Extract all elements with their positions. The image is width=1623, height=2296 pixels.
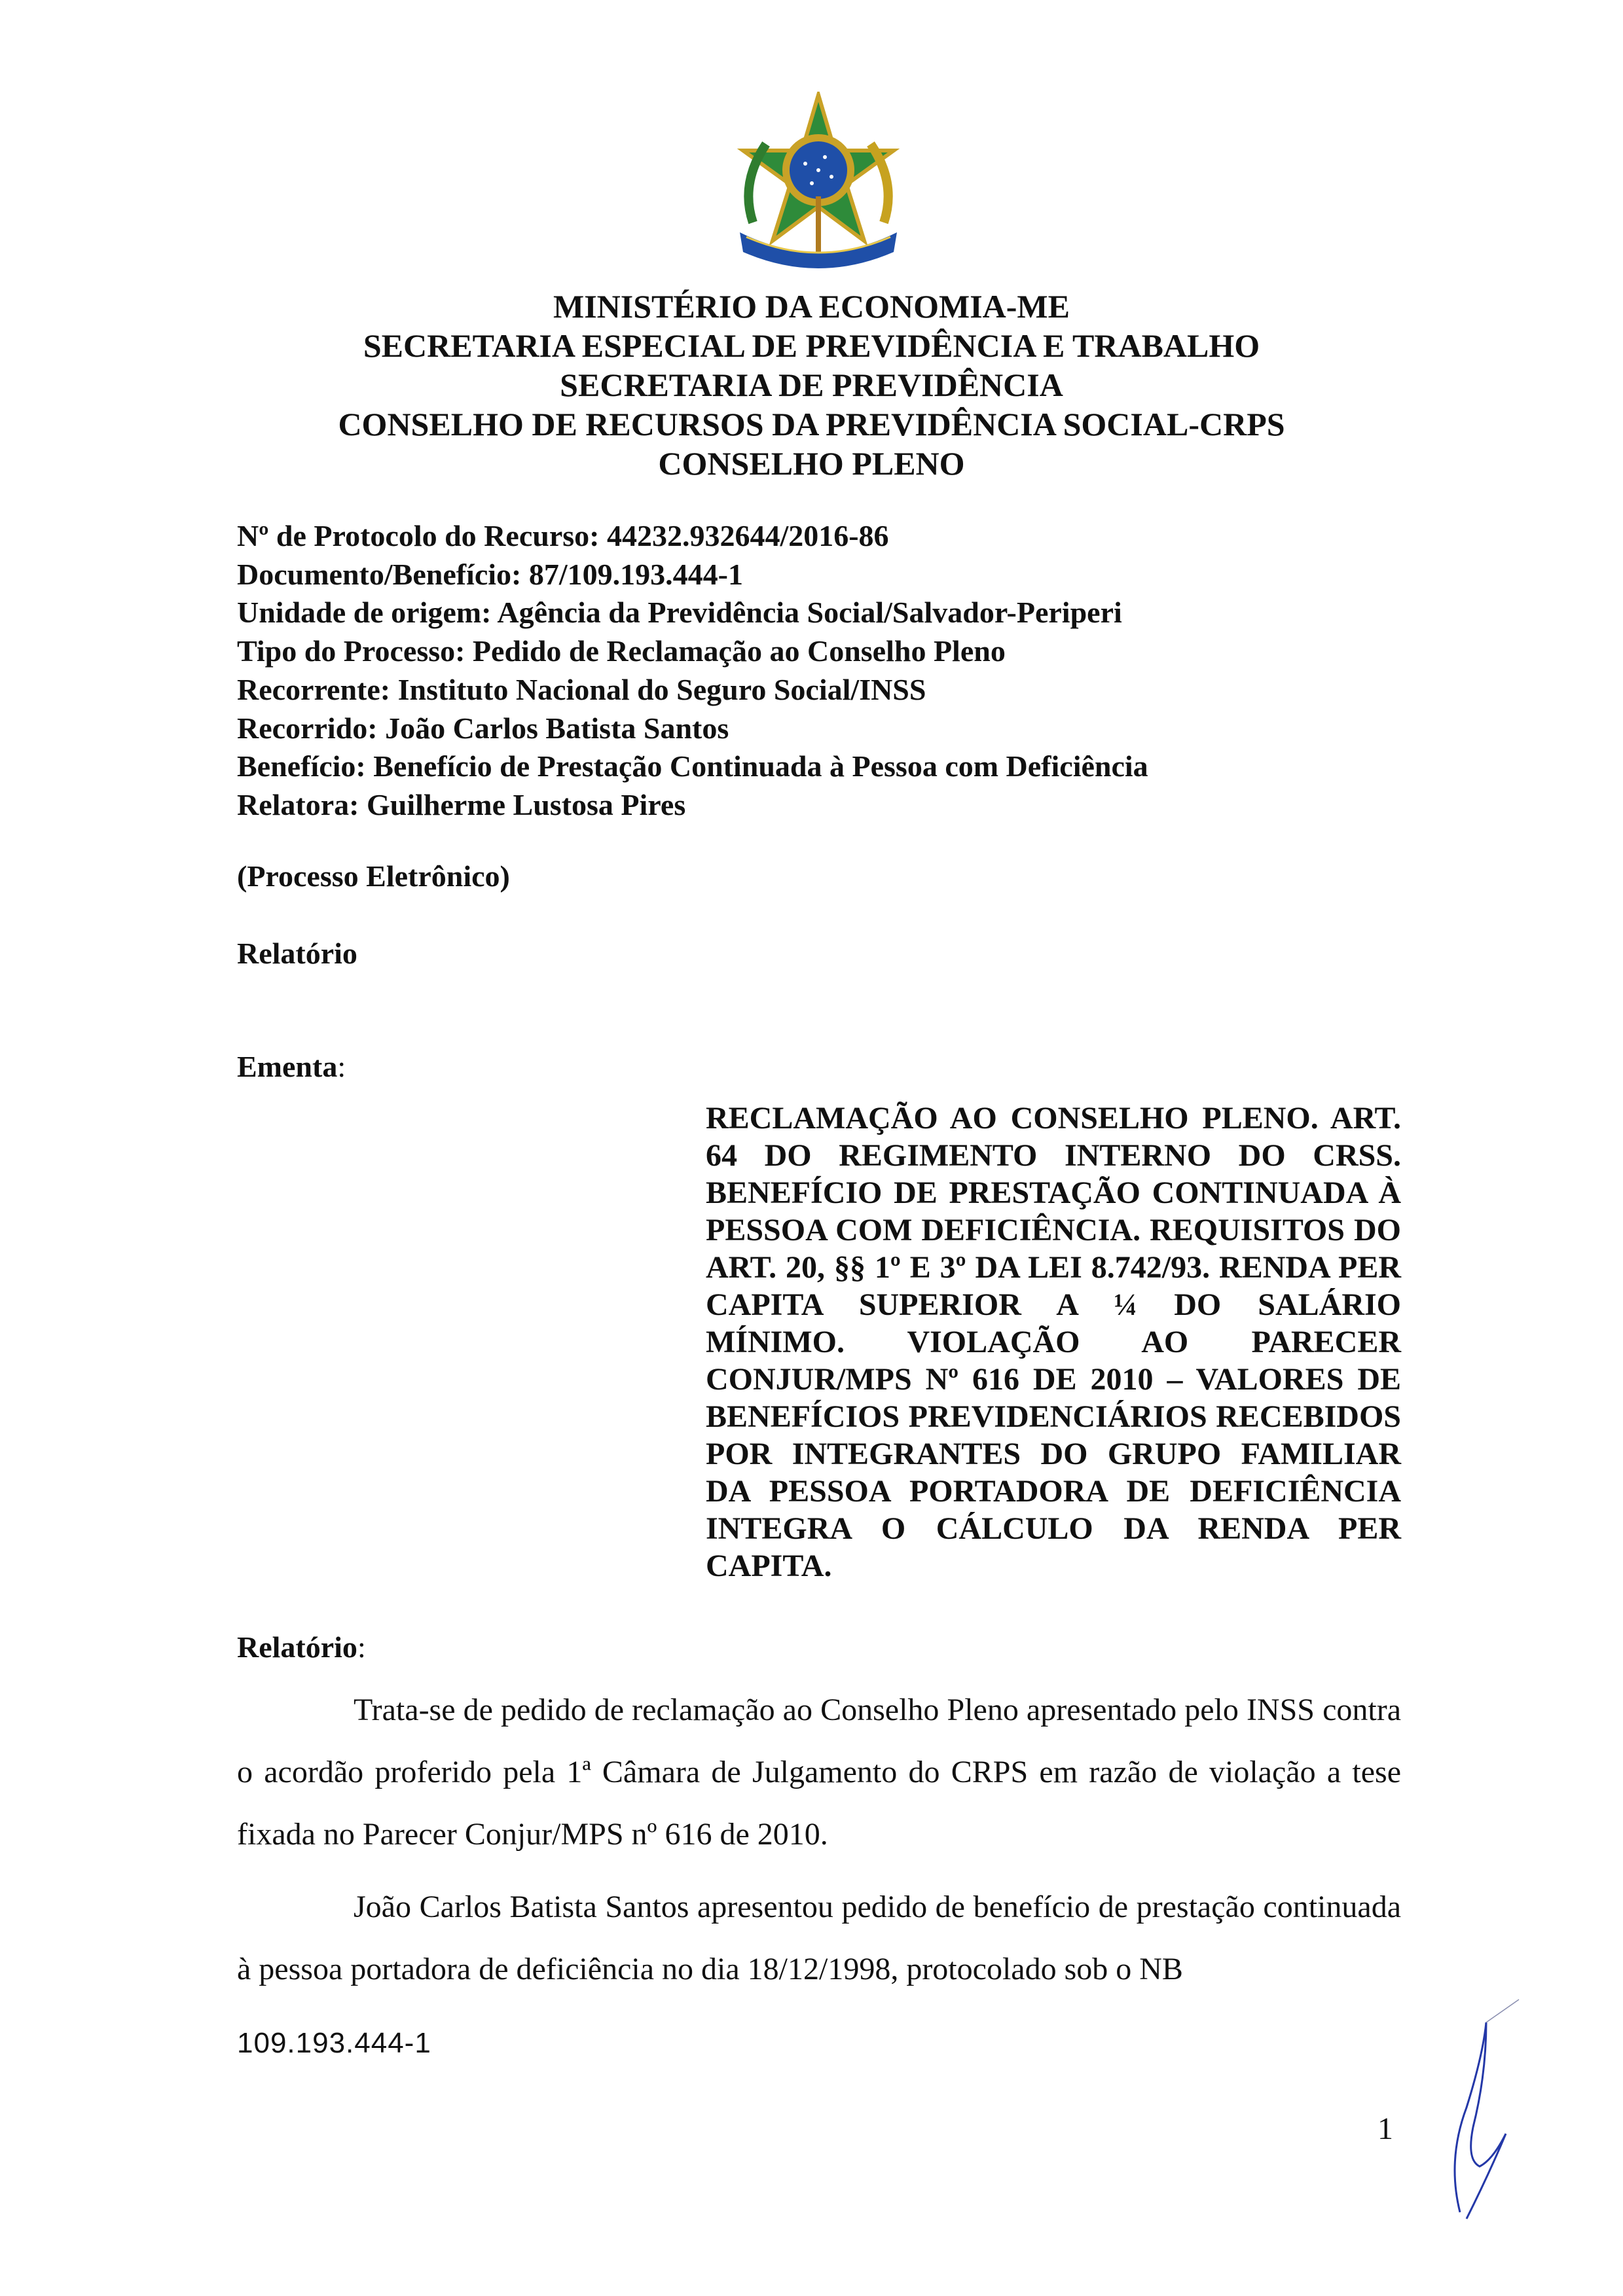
- relatorio-body: [237, 1679, 1401, 2011]
- header-line-secretaria-especial: SECRETARIA ESPECIAL DE PREVIDÊNCIA E TRABALHO: [363, 327, 1260, 364]
- process-metadata: [237, 517, 1148, 825]
- meta-documento: Documento/Benefício: 87/109.193.444-1: [237, 557, 743, 591]
- meta-recorrente: Recorrente: Instituto Nacional do Seguro Social/INSS: [237, 672, 926, 706]
- meta-recorrido: Recorrido: João Carlos Batista Santos: [237, 711, 729, 745]
- meta-protocolo: Nº de Protocolo do Recurso: 44232.932644/2016-86: [237, 519, 889, 552]
- relatorio-section-colon: :: [357, 1630, 366, 1664]
- header-line-ministry: MINISTÉRIO DA ECONOMIA-ME: [553, 288, 1070, 325]
- relatorio-section-label: [237, 1630, 366, 1664]
- meta-tipo: Tipo do Processo: Pedido de Reclamação ao Conselho Pleno: [237, 634, 1006, 668]
- meta-unidade: Unidade de origem: Agência da Previdência Social/Salvador-Periperi: [237, 596, 1122, 630]
- relatorio-section-label-text: Relatório: [237, 1630, 357, 1664]
- meta-beneficio: Benefício: Benefício de Prestação Continuada à Pessoa com Deficiência: [237, 749, 1148, 783]
- ementa-label-text: Ementa: [237, 1050, 338, 1083]
- brazil-coat-of-arms-icon: [727, 92, 910, 275]
- header-line-secretaria: SECRETARIA DE PREVIDÊNCIA: [560, 367, 1063, 403]
- ementa-label-colon: :: [337, 1050, 346, 1083]
- paragraph: João Carlos Batista Santos apresentou pedido de benefício de prestação continuada à pessoa portadora de deficiência no dia 18/12/1998, protocolado sob o NB: [237, 1890, 1401, 1986]
- ementa-label: [237, 1049, 346, 1084]
- ementa-text: RECLAMAÇÃO AO CONSELHO PLENO. ART. 64 DO REGIMENTO INTERNO DO CRSS. BENEFÍCIO DE PRESTAÇÃO CONTINUADA À PESSOA COM DEFICIÊNCIA. REQUISITOS DO ART. 20, §§ 1º E 3º DA LEI 8.742/93. RENDA PER CAPITA SUPERIOR A ¼ DO SALÁRIO MÍNIMO. VIOLAÇÃO AO PARECER CONJUR/MPS Nº 616 DE 2010 – VALORES DE BENEFÍCIOS PREVIDENCIÁRIOS RECEBIDOS POR INTEGRANTES DO GRUPO FAMILIAR DA PESSOA PORTADORA DE DEFICIÊNCIA INTEGRA O CÁLCULO DA RENDA PER CAPITA.: [706, 1101, 1401, 1583]
- header-line-conselho: CONSELHO DE RECURSOS DA PREVIDÊNCIA SOCIAL-CRPS: [338, 406, 1285, 442]
- footer-benefit-number: 109.193.444-1: [237, 2027, 431, 2059]
- document-header: [0, 287, 1623, 483]
- header-line-pleno: CONSELHO PLENO: [658, 445, 965, 482]
- processo-eletronico: (Processo Eletrônico): [237, 859, 510, 893]
- signature-icon: [1421, 1996, 1539, 2232]
- relatorio-heading: Relatório: [237, 937, 357, 970]
- paragraph: Trata-se de pedido de reclamação ao Conselho Pleno apresentado pelo INSS contra o acordão proferido pela 1ª Câmara de Julgamento do CRPS em razão de violação a tese fixada no Parecer Conjur/MPS nº 616 de 2010.: [237, 1693, 1401, 1852]
- page-number: 1: [1377, 2111, 1393, 2146]
- meta-relatora: Relatora: Guilherme Lustosa Pires: [237, 787, 686, 821]
